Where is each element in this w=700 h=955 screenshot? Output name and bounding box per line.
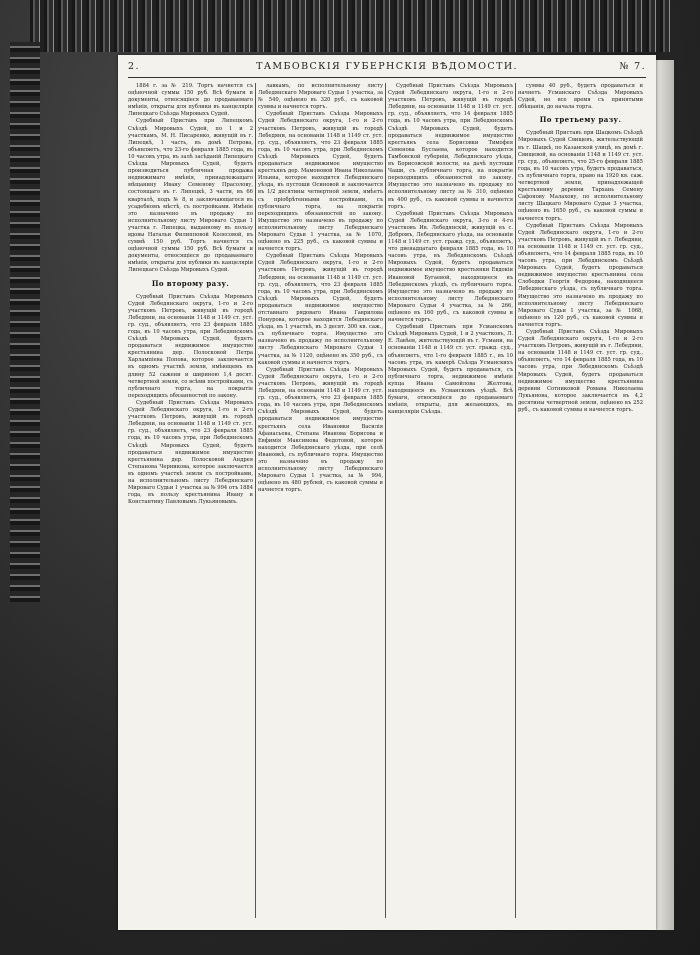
notice-paragraph: Судебный Приставъ Съѣзда Мировыхъ Судей Лебедянскаго округа, 1-го и 2-го участковъ Петровъ, живущій въ городѣ Лебедяни, на основаніи 1148 и 1149 ст. уст. гр. суд., объявляетъ, что 23 февраля 1885 года, въ 10 часовъ утра, при Лебедянскомъ Съѣздѣ Мировыхъ Судей, будетъ продаваться недвижимое имущество отставнаго рядоваго Ивана Гаврилова Понурова, которое находится Лебедянскаго уѣзда, въ 1 участкѣ, въ 3 десят. 300 кв. саж., съ публичнаго торга. Имущество это назначено въ продажу по исполнительному листу Лебедянскаго Мироваго Судьи 1 участка, за № 1120, оцѣнено въ 350 руб., съ каковой суммы и начнется торгъ. <box>258 253 383 366</box>
notice-paragraph: Судебный Приставъ при Шацкомъ Съѣздѣ Мировыхъ Судей Свищевъ, жительствующій въ г. Шацкѣ, по Казанской улицѣ, въ домѣ г. Свищевой, на основаніи 1148 и 1149 ст. уст. гр. суд., объявляетъ, что 25-го февраля 1885 года, въ 10 часовъ утра, будетъ продаваться, съ публичнаго торга, право на 1920 кв. саж. четвертной земли, принадлежащей крестьянину деревни Тархань Семену Сафонову Малахову, по исполнительному листу Шацкаго Мироваго Судьи 3 участка, оцѣнено въ 1650 руб., съ каковой суммы и начнется торгъ. <box>518 130 643 222</box>
notice-paragraph: Судебный Приставъ Съѣзда Мировыхъ Судей Лебедянскаго округа, 1-го и 2-го участковъ Петровъ, живущій въ городѣ Лебедяни, на основаніи 1148 и 1149 ст. уст. гр. суд., объявляетъ, что 23 февраля 1885 года, въ 10 часовъ утра, при Лебедянскомъ Съѣздѣ Мировыхъ Судей, будетъ продаваться недвижимое имущество крестьянъ дер. Мамоновой Ивана Николаева Ильина, которое находится Лебедянскаго уѣзда, въ пустоши Осиновой и заключается въ 1/2 десятины четвертной земли, имѣетъ съ пріобрѣтенными постройками, съ публичнаго торга, на покрытіе переходящихъ обязанностей по закону. Имущество это назначено въ продажу по исполнительному листу Лебедянскаго Мироваго Судьи 1 участка, за № 1070, оцѣнено въ 225 руб., съ каковой суммы и начнется торгъ. <box>258 111 383 253</box>
archival-side-strip <box>10 42 40 602</box>
notice-paragraph: Судебный Приставъ при Усманскомъ Съѣздѣ Мировыхъ Судей, 1 и 2 участковъ, Л. Е. Лавѣев, жительствующій въ г. Усмани, на основаніи 1148 и 1149 ст. уст. гражд. суд., объявляетъ, что 1-го февраля 1885 г., въ 10 часовъ утра, въ камерѣ Съѣзда Усманскихъ Мировыхъ Судей, будетъ продаваться, съ публичнаго торга, недвижимое имѣніе купца Ивана Самойлова Желтова, находящееся въ Усманскомъ уѣздѣ. Всѣ бумаги, относящіеся до продаваемаго имѣнія, открыты, для желающихъ, въ канцеляріи Съѣзда. <box>388 324 513 416</box>
page-header <box>128 61 646 75</box>
column-divider <box>385 83 386 918</box>
notice-paragraph: Судебный Приставъ Съѣзда Мировыхъ Судей Лебедянскаго округа, 1-го и 2-го участковъ Петровъ, живущій въ городѣ Лебедяни, на основаніи 1148 и 1149 ст. уст. гр. суд., объявляетъ, что 23 февраля 1885 года, въ 10 часовъ утра, при Лебедянскомъ Съѣздѣ Мировыхъ Судей, будетъ продаваться недвижимое имущество крестьянина дер. Полосковой Петра Харлампіева Попова, которое заключается въ одномъ участкѣ земли, имѣющемъ въ длину 52 сажени и шириною 1,4 десят. четвертной земли, со всѣми постройками, съ публичнаго торга, на покрытіе переходящихъ обязанностей по закону. <box>128 293 253 399</box>
archival-binding-strip <box>30 0 670 52</box>
notice-paragraph: Судебный Приставъ Съѣзда Мировыхъ Судей Лебедянскаго округа, 1-го и 2-го участковъ Петровъ, живущій въ г. Лебедяни, на основаніи 1148 и 1149 ст. уст. гр. суд., объявляетъ, что 14 февраля 1885 года, въ 10 часовъ утра, при Лебедянскомъ Съѣздѣ Мировыхъ Судей, будетъ продаваться недвижимое имущество крестьянина села Слободки Георгія Федорова, находящееся Лебедянскаго уѣзда, съ публичнаго торга. Имущество это назначено въ продажу по исполнительному листу Лебедянскаго Мироваго Судьи 1 участка, за № 1068, оцѣнено въ 120 руб., съ каковой суммы и начнется торгъ. <box>518 222 643 328</box>
notice-paragraph: Судебный Приставъ при Липецкомъ Съѣздѣ Мировыхъ Судей, по 1 и 2 участкамъ, М. Н. Писаренко, живущій въ г. Липецкѣ, 1 часть, въ домѣ Петрова, объявляетъ, что 23-го февраля 1885 года, въ 10 часовъ утра, въ залѣ засѣданій Липецкаго Съѣзда Мировыхъ Судей, будетъ производиться публичная продажа недвижимаго имѣнія, принадлежащаго мѣщанину Ивану Семенову Прасолову, состоящаго въ г. Липецкѣ, 3 части, въ 66 кварталѣ, подъ № 8, и заключающагося въ усадебномъ мѣстѣ, съ постройками. Имѣніе это назначено въ продажу по исполнительному листу Мироваго Судьи 1 участка г. Липецка, выданному въ пользу вдовы Натальи Филипповой Колесовой, въ суммѣ 150 руб. Торгъ начнется съ оцѣночной суммы 150 руб. Всѣ бумаги и документы, относящіеся до продаваемаго имѣнія, открыты для публики въ канцеляріи Липецкаго Съѣзда Мировыхъ Судей. <box>128 118 253 274</box>
notice-paragraph: 1884 г. за № 219. Торгъ начнется съ оцѣночной суммы 150 руб. Всѣ бумаги и документы, относящіеся до продаваемаго имѣнія, открыты для публики въ канцеляріи Липецкаго Съѣзда Мировыхъ Судей. <box>128 83 253 118</box>
page-number: 2. <box>128 61 140 72</box>
notice-paragraph: Судебный Приставъ Съѣзда Мировыхъ Судей Лебедянскаго округа, 1-го и 2-го участковъ Петровъ, живущій въ городѣ Лебедяни, на основаніи 1148 и 1149 ст. уст. гр. суд., объявляетъ, что 23 февраля 1885 года, въ 10 часовъ утра, при Лебедянскомъ Съѣздѣ Мировыхъ Судей, будетъ продаваться недвижимое имущество крестьянъ села Ивановки Василія Афанасьева, Степана Иванова Борисова и Евфимія Максимова Федотовой, которое находится Лебедянскаго уѣзда, при селѣ Ивановкѣ, съ публичнаго торга. Имущество это назначено въ продажу по исполнительному листу Лебедянскаго Мироваго Судьи 1 участка, за № 994, оцѣнено въ 480 рублей, съ каковой суммы и начнется торгъ. <box>258 366 383 494</box>
column-divider <box>255 83 256 918</box>
text-column-3 <box>388 83 513 923</box>
section-heading: По третьему разу. <box>539 115 622 125</box>
newspaper-page <box>118 55 656 930</box>
notice-paragraph: Судебный Приставъ Съѣзда Мировыхъ Судей Лебедянскаго округа, 1-го и 2-го участковъ Петровъ, живущій въ г. Лебедяни, на основаніи 1148 и 1149 ст. уст. гр. суд., объявляетъ, что 14 февраля 1885 года, въ 10 часовъ утра, при Лебедянскомъ Съѣздѣ Мировыхъ Судей, будетъ продаваться недвижимое имущество крестьянина деревни Сотниковой Романа Николаева Лукьянова, которое заключается въ 4,2 десятины четвертной земли, оцѣнено въ 252 руб., съ каковой суммы и начнется торгъ. <box>518 329 643 414</box>
header-rule <box>128 77 646 78</box>
notice-paragraph: лавкамъ, по исполнительному листу Лебедянскаго Мироваго Судьи 1 участка, за № 540, оцѣнено въ 320 руб., съ каковой суммы и начнется торгъ. <box>258 83 383 111</box>
notice-paragraph: Судебный Приставъ Съѣзда Мировыхъ Судей Лебедянскаго округа, 1-го и 2-го участковъ Петровъ, живущій въ городѣ Лебедяни, на основаніи 1148 и 1149 ст. уст. гр. суд., объявляетъ, что 23 февраля 1885 года, въ 10 часовъ утра, при Лебедянскомъ Съѣздѣ Мировыхъ Судей, будетъ продаваться недвижимое имущество крестьянина дер. Полосковой Андрея Степанова Черникова, которое заключается въ одномъ участкѣ земли съ постройками, на исполнительномъ листу Лебедянскаго Мироваго Судьи 1 участка за № 994 отъ 1884 года, въ пользу крестьянина Ивану и Константину Павловымъ Лукьяновымъ. <box>128 399 253 506</box>
column-divider <box>515 83 516 918</box>
issue-number: № 7. <box>619 61 646 72</box>
section-heading: По второму разу. <box>151 278 230 288</box>
notice-paragraph: Судебный Приставъ Съѣзда Мировыхъ Судей Лебедянскаго округа, 3-го и 4-го участковъ Ив. Лебедянскій, живущій въ с. Добромъ, Лебедянскаго уѣзда, на основаніи 1148 и 1149 ст. уст. гражд. суд., объявляетъ, что двенадцатаго февраля 1885 года, въ 10 часовъ утра, въ Лебедянскомъ Съѣздѣ Мировыхъ Судей, будетъ продаваться недвижимое имущество крестьянки Евдокіи Ивановой Бугаевой, находящееся въ Лебедянскомъ уѣздѣ, съ публичнаго торга. Имущество это назначено въ продажу по исполнительному листу Лебедянскаго Мироваго Судьи 4 участка, за № 266, оцѣнено въ 160 руб., съ каковой суммы и начнется торгъ. <box>388 210 513 324</box>
newspaper-title: ТАМБОВСКІЯ ГУБЕРНСКІЯ ВѢДОМОСТИ. <box>256 61 518 72</box>
text-column-2 <box>258 83 383 923</box>
notice-paragraph: суммы 40 руб., будетъ продаваться и начнетъ Усманскаго Съѣзда Мировыхъ Судей, но все время съ принятыми обѣщанія, до начала торга. <box>518 83 643 111</box>
notice-paragraph: Судебный Приставъ Съѣзда Мировыхъ Судей Лебедянскаго округа, 1-го и 2-го участковъ Петровъ, живущій въ городѣ Лебедяни, на основаніи 1148 и 1149 ст. уст. гр. суд., объявляетъ, что 14 февраля 1885 года, въ 10 часовъ утра, при Лебедянскомъ Съѣздѣ Мировыхъ Судей, будетъ продаваться недвижимое имущество крестьянъ села Борисовки Тимофея Семенова Буслаева, которое находится Тамбовской губерніи, Лебедянскаго уѣзда, въ Борисовской волости, на дачѣ пустоши Чаши, съ публичнаго торга, на покрытіе переходящихъ обязанностей по закону. Имущество это назначено въ продажу по исполнительному листу за № 310, оцѣнено въ 400 руб., съ каковой суммы и начнется торгъ. <box>388 83 513 210</box>
text-column-4 <box>518 83 643 923</box>
text-column-1 <box>128 83 253 923</box>
